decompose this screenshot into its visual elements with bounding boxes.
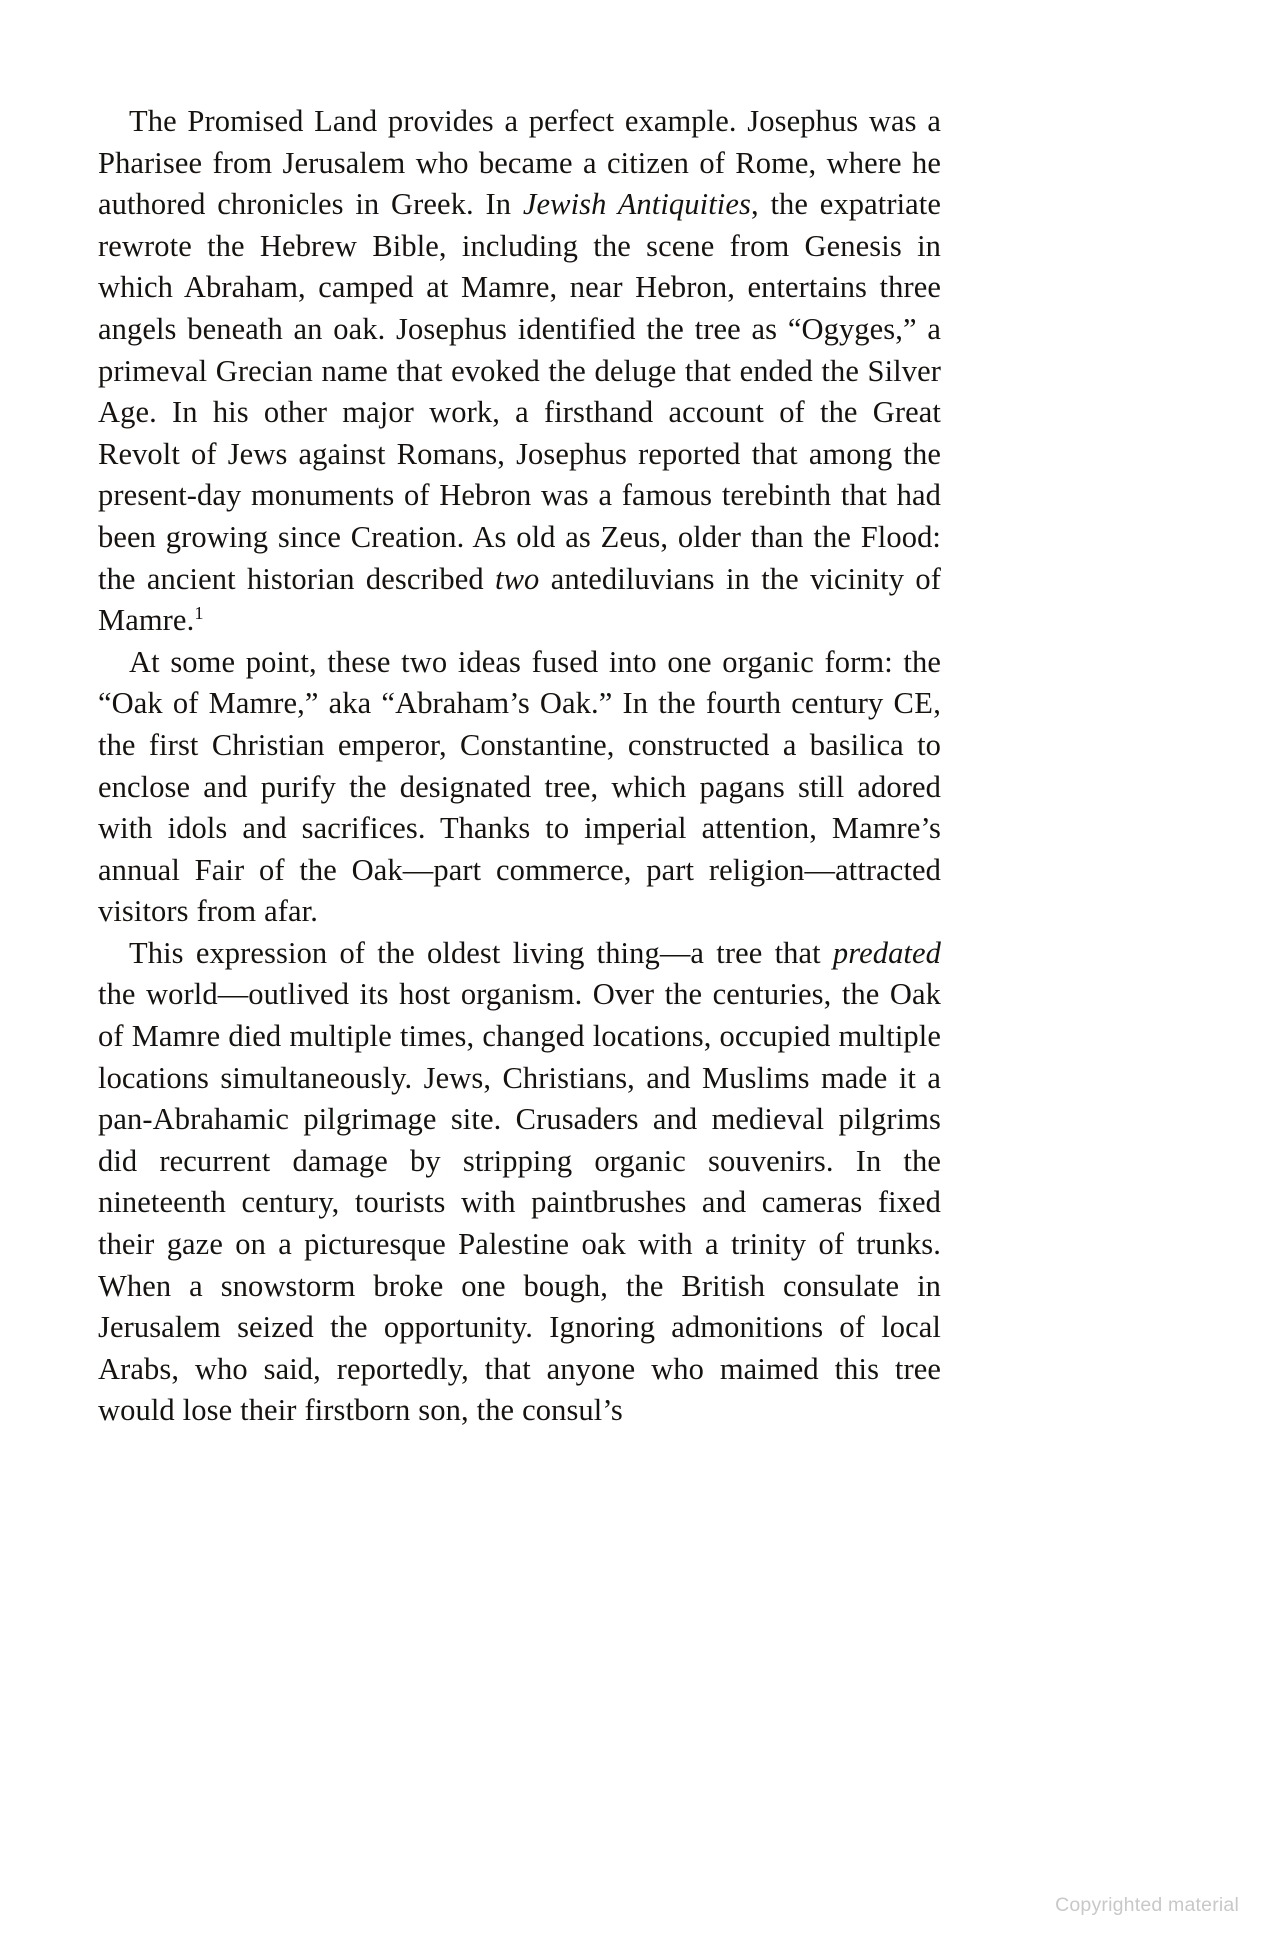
- text-run: The Promised Land provides a perfect example. Josephus was a Pharisee from Jerusalem who became a citizen of Rome, where he authored chronicles in Greek. In: [98, 104, 941, 222]
- text-run: At some point, these two ideas fused into one organic form: the “Oak of Mamre,” aka “Abraham’s Oak.” In the fourth century: [98, 644, 941, 721]
- body-paragraph: [98, 933, 941, 1432]
- text-run: antediluvians in the vicinity of Mamre.: [98, 561, 941, 638]
- body-paragraph: [98, 101, 941, 642]
- italic-emphasis: predated: [832, 935, 941, 970]
- body-text-column: [98, 101, 941, 1432]
- body-paragraph: [98, 642, 941, 933]
- small-caps-era: CE: [893, 686, 934, 721]
- copyright-watermark: Copyrighted material: [1055, 1894, 1239, 1916]
- text-run: the world—outlived its host organism. Over the centuries, the Oak of Mamre died multiple times, changed locations, occupied multiple locations simultaneously. Jews, Christians, and Muslims made it a pan-Abrahamic pilgrimage site. Crusaders and medieval pilgrims did recurrent damage by stripping organic souvenirs. In the nineteenth century, tourists with paintbrushes and cameras fixed their gaze on a picturesque Palestine oak with a trinity of trunks. When a snowstorm broke one bough, the British consulate in Jerusalem seized the opportunity. Ignoring admonitions of local Arabs, who said, reportedly, that anyone who maimed this tree would lose their firstborn son, the consul’s: [98, 977, 941, 1428]
- italic-emphasis: Jewish Antiquities: [522, 187, 751, 222]
- text-run: , the first Christian emperor, Constantine, constructed a basilica to enclose and purify the designated tree, which pagans still adored with idols and sacrifices. Thanks to imperial attention, Mamre’s annual Fair of the Oak—part commerce, part religion—attracted visitors from afar.: [98, 686, 941, 929]
- footnote-marker: 1: [194, 602, 204, 623]
- text-run: , the expatriate rewrote the Hebrew Bible, including the scene from Genesis in which Abraham, camped at Mamre, near Hebron, entertains three angels beneath an oak. Josephus identified the tree as “Ogyges,” a primeval Grecian name that evoked the deluge that ended the Silver Age. In his other major work, a firsthand account of the Great Revolt of Jews against Romans, Josephus reported that among the present-day monuments of Hebron was a famous terebinth that had been growing since Creation. As old as Zeus, older than the Flood: the ancient historian described: [98, 187, 941, 596]
- italic-emphasis: two: [495, 561, 540, 596]
- text-run: This expression of the oldest living thing—a tree that: [129, 935, 833, 970]
